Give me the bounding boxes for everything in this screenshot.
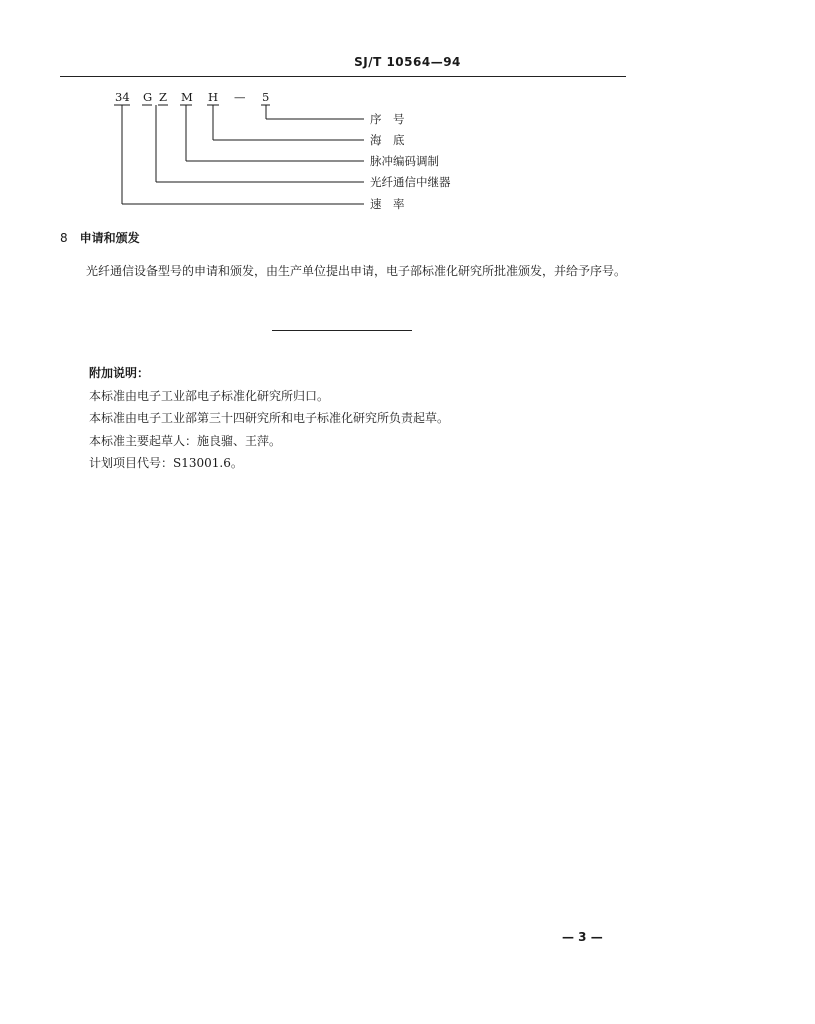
label-pcm: 脉冲编码调制 (370, 154, 439, 168)
label-subsea: 海 底 (370, 133, 405, 147)
code-segment-z: Z (159, 90, 167, 104)
label-fiber-repeater: 光纤通信中继器 (370, 175, 451, 189)
label-serial-number: 序 号 (370, 112, 405, 126)
code-segment-g: G (143, 90, 153, 104)
section-8-heading (60, 229, 140, 246)
section-title: 申请和颁发 (79, 231, 140, 245)
code-segment-serial: 5 (262, 90, 270, 104)
section-number: 8 (60, 231, 68, 245)
section-8-body: 光纤通信设备型号的申请和颁发，由生产单位提出申请，电子部标准化研究所批准颁发，并给予序号。 (86, 264, 627, 278)
code-segment-speed: 34 (115, 90, 130, 104)
note-line: 本标准主要起草人：施良骝、王萍。 (89, 433, 282, 448)
note-line: 本标准由电子工业部电子标准化研究所归口。 (89, 388, 330, 403)
notes-title: 附加说明： (89, 366, 150, 380)
additional-notes (89, 362, 449, 475)
model-code-diagram (100, 88, 520, 213)
divider-rule (272, 330, 412, 331)
code-segment-dash: — (234, 90, 246, 104)
code-segment-h: H (208, 90, 219, 104)
note-line: 本标准由电子工业部第三十四研究所和电子标准化研究所负责起草。 (89, 411, 450, 425)
page-number: — 3 — (562, 930, 603, 944)
label-speed: 速 率 (370, 197, 405, 211)
header-rule (60, 76, 626, 77)
code-segment-m: M (181, 90, 193, 104)
note-line: 计划项目代号：S13001.6。 (89, 456, 243, 470)
standard-number-header: SJ/T 10564—94 (354, 55, 461, 69)
